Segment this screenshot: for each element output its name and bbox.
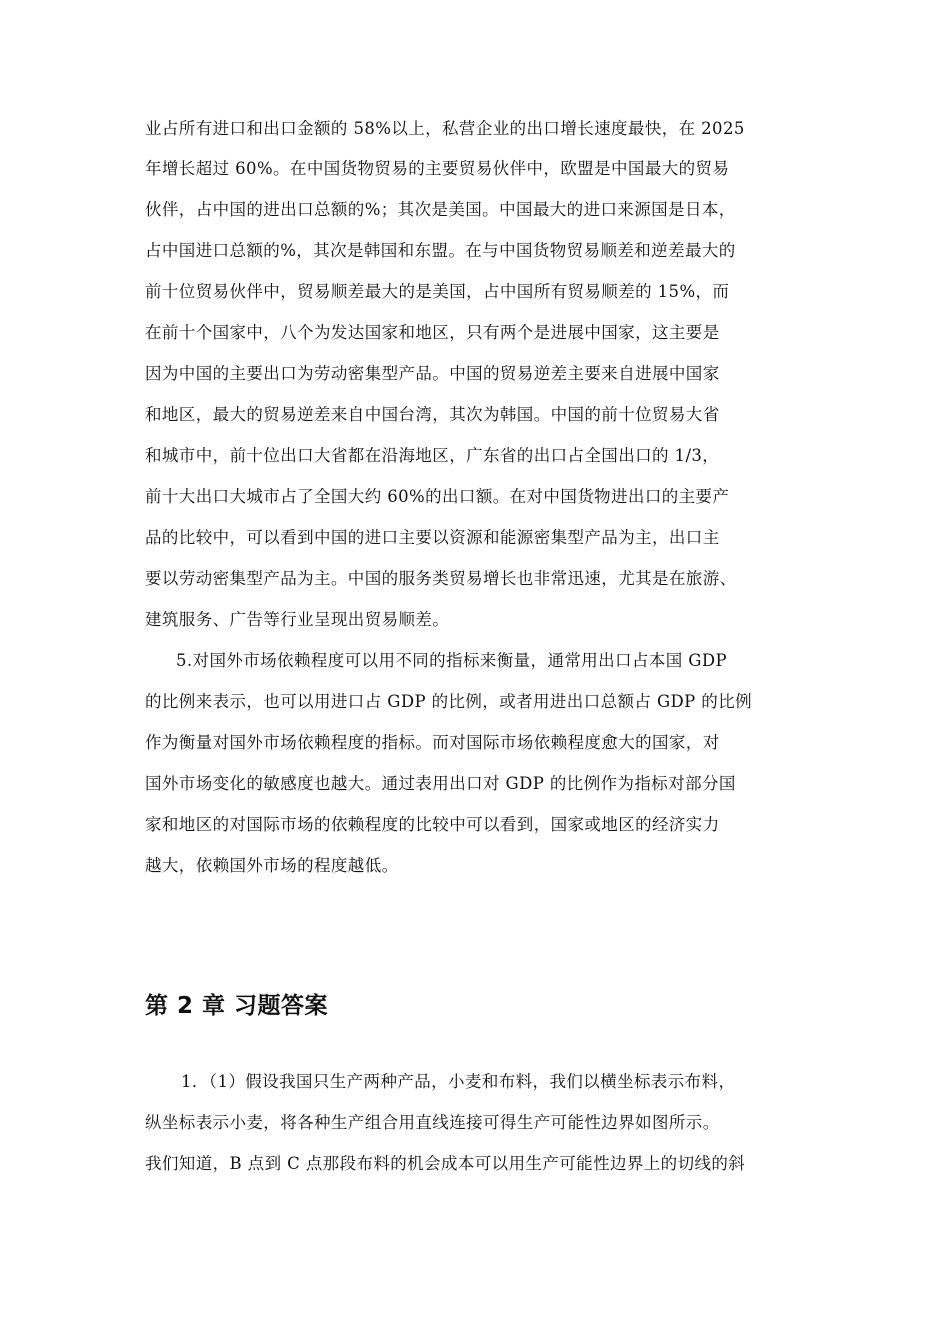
text-line: 越大，依赖国外市场的程度越低。 bbox=[145, 856, 399, 875]
text-line: 家和地区的对国际市场的依赖程度的比较中可以看到，国家或地区的经济实力 bbox=[145, 815, 720, 834]
text-line: 和城市中，前十位出口大省都在沿海地区，广东省的出口占全国出口的 1/3， bbox=[145, 446, 720, 465]
text-line: 前十位贸易伙伴中，贸易顺差最大的是美国，占中国所有贸易顺差的 15%，而 bbox=[145, 282, 730, 301]
text-line: 作为衡量对国外市场依赖程度的指标。而对国际市场依赖程度愈大的国家，对 bbox=[145, 733, 720, 752]
text-line: 建筑服务、广告等行业呈现出贸易顺差。 bbox=[145, 610, 450, 629]
text-line: 在前十个国家中，八个为发达国家和地区，只有两个是进展中国家，这主要是 bbox=[145, 323, 720, 342]
text-line: 伙伴，占中国的进出口总额的%；其次是美国。中国最大的进口来源国是日本， bbox=[145, 200, 736, 219]
text-line: 要以劳动密集型产品为主。中国的服务类贸易增长也非常迅速，尤其是在旅游、 bbox=[145, 569, 737, 588]
text-line: 纵坐标表示小麦，将各种生产组合用直线连接可得生产可能性边界如图所示。 bbox=[145, 1113, 720, 1132]
text-line: 占中国进口总额的%，其次是韩国和东盟。在与中国货物贸易顺差和逆差最大的 bbox=[145, 241, 736, 260]
text-line: 1．（1）假设我国只生产两种产品，小麦和布料，我们以横坐标表示布料， bbox=[181, 1072, 736, 1091]
chapter-heading: 第 2 章 习题答案 bbox=[145, 993, 329, 1019]
text-line: 国外市场变化的敏感度也越大。通过表用出口对 GDP 的比例作为指标对部分国 bbox=[145, 774, 736, 793]
text-line: 因为中国的主要出口为劳动密集型产品。中国的贸易逆差主要来自进展中国家 bbox=[145, 364, 720, 383]
text-line: 前十大出口大城市占了全国大约 60%的出口额。在对中国货物进出口的主要产 bbox=[145, 487, 730, 506]
text-line: 年增长超过 60%。在中国货物贸易的主要贸易伙伴中，欧盟是中国最大的贸易 bbox=[145, 159, 730, 178]
text-line: 的比例来表示，也可以用进口占 GDP 的比例，或者用进出口总额占 GDP 的比例 bbox=[145, 692, 753, 711]
text-line: 5.对国外市场依赖程度可以用不同的指标来衡量，通常用出口占本国 GDP bbox=[176, 651, 727, 670]
text-line: 业占所有进口和出口金额的 58%以上，私营企业的出口增长速度最快，在 2025 bbox=[145, 119, 745, 138]
text-line: 品的比较中，可以看到中国的进口主要以资源和能源密集型产品为主，出口主 bbox=[145, 528, 720, 547]
text-line: 我们知道，B 点到 C 点那段布料的机会成本可以用生产可能性边界上的切线的斜 bbox=[145, 1154, 746, 1173]
text-line: 和地区，最大的贸易逆差来自中国台湾，其次为韩国。中国的前十位贸易大省 bbox=[145, 405, 720, 424]
